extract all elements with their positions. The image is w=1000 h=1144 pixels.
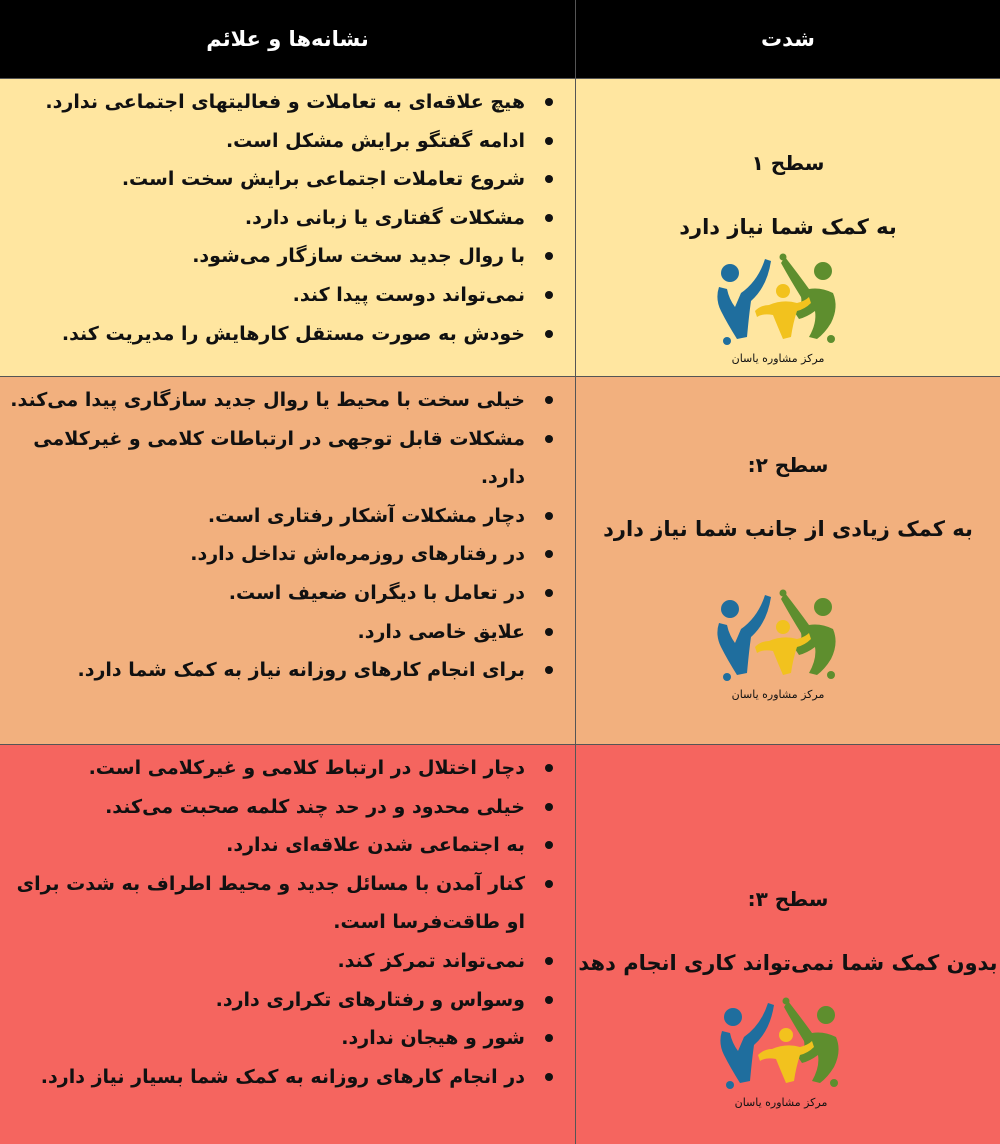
symptom-item: در رفتارهای روزمره‌اش تداخل دارد. xyxy=(8,535,525,574)
severity-cell-level-2 xyxy=(575,377,1000,744)
logo-yellow-body xyxy=(755,633,811,675)
symptom-item: در انجام کارهای روزانه به کمک شما بسیار نیاز دارد. xyxy=(8,1058,525,1097)
logo-yellow-head xyxy=(776,620,790,634)
logo-blue-head xyxy=(721,600,739,618)
logo-green-foot xyxy=(830,1079,838,1087)
logo-green-head xyxy=(814,598,832,616)
logo-blue-foot xyxy=(726,1081,734,1089)
table-row-level-2 xyxy=(0,376,1000,744)
logo-green-head xyxy=(817,1006,835,1024)
symptom-item: خودش به صورت مستقل کارهایش را مدیریت کند. xyxy=(8,315,525,354)
logo-blue-foot xyxy=(723,337,731,345)
symptom-list-level-1 xyxy=(0,83,575,353)
family-people-logo-icon xyxy=(716,997,846,1091)
symptom-item: مشکلات گفتاری یا زبانی دارد. xyxy=(8,199,525,238)
logo-green-head xyxy=(814,262,832,280)
logo-green-foot xyxy=(827,671,835,679)
symptom-item: علایق خاصی دارد. xyxy=(8,613,525,652)
symptom-list-level-2 xyxy=(0,381,575,690)
logo-blue-head xyxy=(724,1008,742,1026)
logo xyxy=(716,997,846,1109)
symptom-item: شروع تعاملات اجتماعی برایش سخت است. xyxy=(8,160,525,199)
symptom-item: نمی‌تواند دوست پیدا کند. xyxy=(8,276,525,315)
symptom-item: دچار مشکلات آشکار رفتاری است. xyxy=(8,497,525,536)
logo xyxy=(713,589,843,701)
logo-yellow-head xyxy=(779,1028,793,1042)
level-title: سطح ۲: xyxy=(747,453,829,477)
level-title: سطح ۳: xyxy=(747,887,829,911)
symptom-item: برای انجام کارهای روزانه نیاز به کمک شما دارد. xyxy=(8,651,525,690)
logo-yellow-body xyxy=(755,297,811,339)
header-severity-label: شدت xyxy=(761,27,815,51)
symptom-item: دچار اختلال در ارتباط کلامی و غیرکلامی است. xyxy=(8,749,525,788)
logo-blue-head xyxy=(721,264,739,282)
logo-blue-foot xyxy=(723,673,731,681)
symptom-item: کنار آمدن با مسائل جدید و محیط اطراف به شدت برای او طاقت‌فرسا است. xyxy=(8,865,525,942)
logo-caption: مرکز مشاوره یاسان xyxy=(731,688,825,701)
logo-yellow-head xyxy=(776,284,790,298)
symptom-item: در تعامل با دیگران ضعیف است. xyxy=(8,574,525,613)
logo xyxy=(713,253,843,365)
symptom-item: به اجتماعی شدن علاقه‌ای ندارد. xyxy=(8,826,525,865)
logo-yellow-body xyxy=(758,1041,814,1083)
symptom-item: وسواس و رفتارهای تکراری دارد. xyxy=(8,981,525,1020)
logo-caption: مرکز مشاوره یاسان xyxy=(734,1096,828,1109)
family-people-logo-icon xyxy=(713,253,843,347)
symptom-item: خیلی محدود و در حد چند کلمه صحبت می‌کند. xyxy=(8,788,525,827)
symptom-item: خیلی سخت با محیط یا روال جدید سازگاری پیدا می‌کند. xyxy=(8,381,525,420)
severity-cell-level-3 xyxy=(575,745,1000,1144)
symptom-item: مشکلات قابل توجهی در ارتباطات کلامی و غیرکلامی دارد. xyxy=(8,420,525,497)
symptom-item: شور و هیجان ندارد. xyxy=(8,1019,525,1058)
logo-green-foot xyxy=(827,335,835,343)
family-people-logo-icon xyxy=(713,589,843,683)
symptoms-cell-level-2 xyxy=(0,377,575,744)
logo-green-hand xyxy=(783,998,790,1005)
level-title: سطح ۱ xyxy=(751,151,825,175)
symptom-item: ادامه گفتگو برایش مشکل است. xyxy=(8,122,525,161)
severity-cell-level-1 xyxy=(575,79,1000,376)
symptom-item: هیچ علاقه‌ای به تعاملات و فعالیتهای اجتماعی ندارد. xyxy=(8,83,525,122)
level-description: به کمک زیادی از جانب شما نیاز دارد xyxy=(603,517,973,541)
level-description: به کمک شما نیاز دارد xyxy=(679,215,897,239)
table-row-level-3 xyxy=(0,744,1000,1144)
table-row-level-1 xyxy=(0,78,1000,376)
symptom-item: با روال جدید سخت سازگار می‌شود. xyxy=(8,237,525,276)
header-symptoms-label: نشانه‌ها و علائم xyxy=(206,27,369,51)
header-severity-cell xyxy=(575,0,1000,78)
logo-caption: مرکز مشاوره یاسان xyxy=(731,352,825,365)
header-symptoms-cell xyxy=(0,0,575,78)
symptom-list-level-3 xyxy=(0,749,575,1096)
table-header xyxy=(0,0,1000,78)
symptoms-cell-level-1 xyxy=(0,79,575,376)
symptom-item: نمی‌تواند تمرکز کند. xyxy=(8,942,525,981)
level-description: بدون کمک شما نمی‌تواند کاری انجام دهد xyxy=(578,951,998,975)
logo-green-hand xyxy=(780,254,787,261)
logo-green-hand xyxy=(780,590,787,597)
symptoms-cell-level-3 xyxy=(0,745,575,1144)
